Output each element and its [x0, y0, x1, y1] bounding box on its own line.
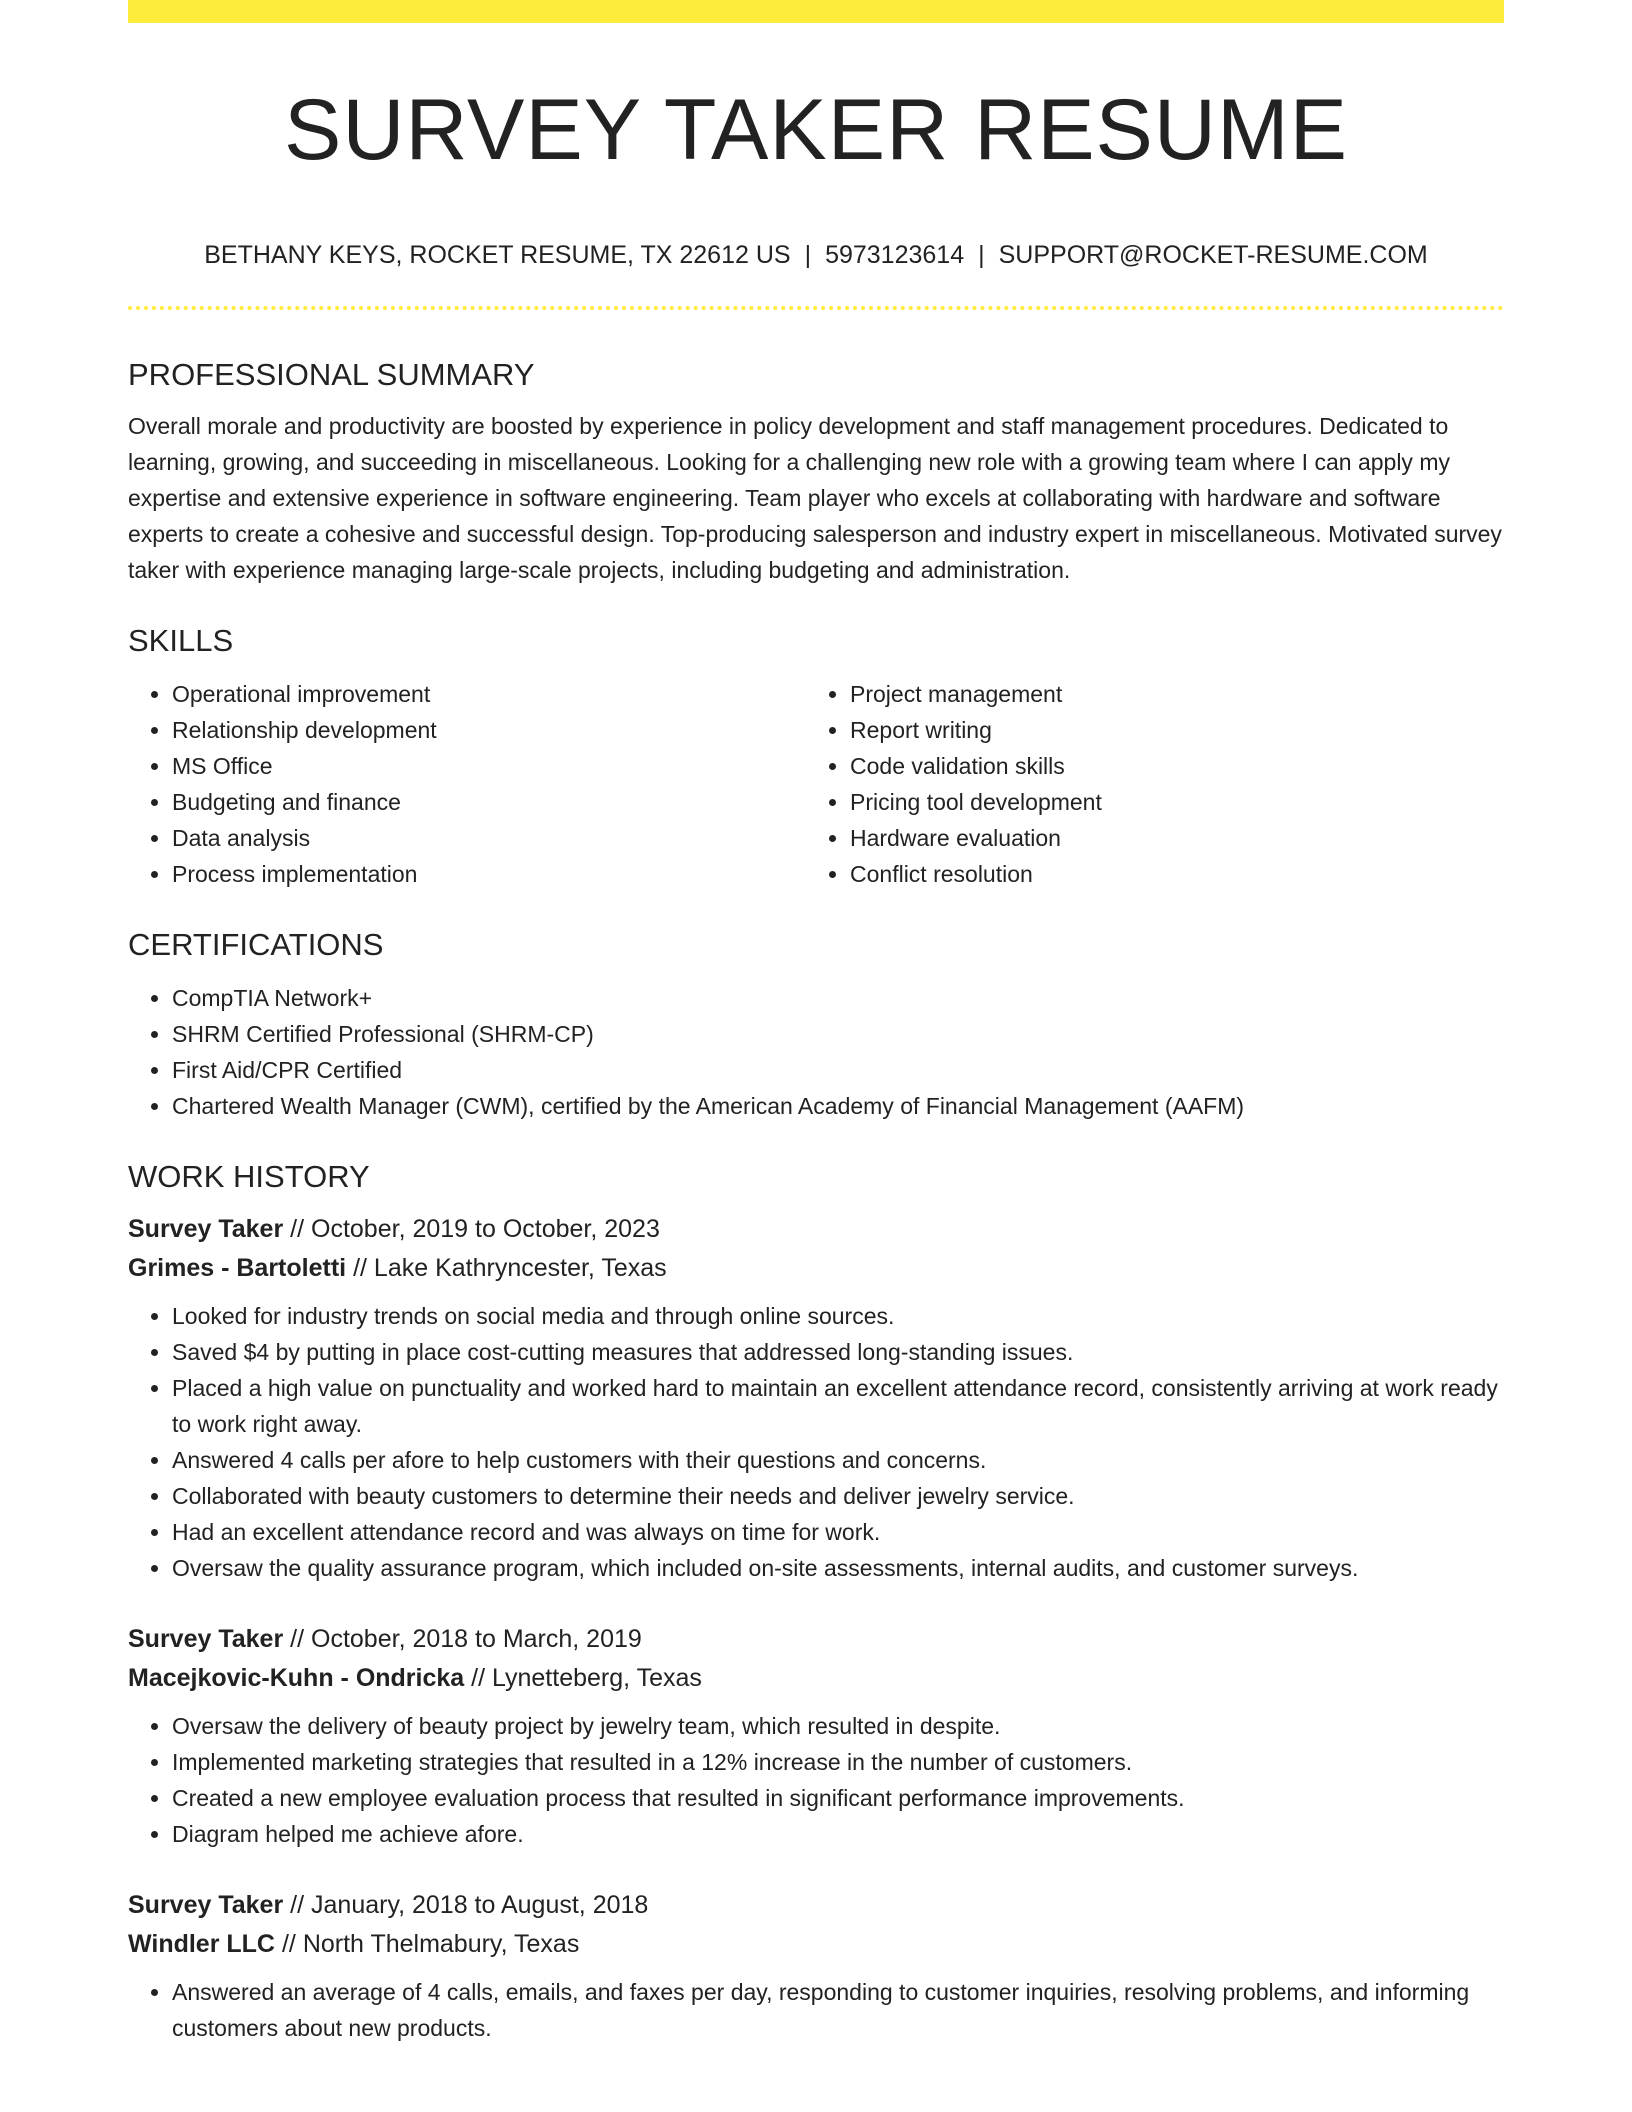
job-bullets [128, 1974, 1504, 2046]
job-title: Survey Taker [128, 1891, 284, 1919]
job-dates: January, 2018 to August, 2018 [311, 1891, 649, 1919]
list-item: • Project management [850, 676, 1484, 712]
job-bullets [128, 1298, 1504, 1586]
list-item: • SHRM Certified Professional (SHRM-CP) [172, 1016, 1504, 1052]
list-item: • Chartered Wealth Manager (CWM), certified by the American Academy of Financial Management (AAFM) [172, 1088, 1504, 1124]
list-item: • Report writing [850, 712, 1484, 748]
contact-separator: | [804, 241, 812, 269]
job-bullet: • Oversaw the quality assurance program, which included on-site assessments, internal audits, and customer surveys. [172, 1550, 1504, 1586]
delimiter: // [281, 1930, 296, 1958]
job-bullet: • Saved $4 by putting in place cost-cutting measures that addressed long-standing issues. [172, 1334, 1504, 1370]
job-company-line [128, 1659, 1504, 1698]
list-item: • Process implementation [172, 856, 806, 892]
certifications-section [128, 922, 1504, 1124]
job-entry [128, 1886, 1504, 2046]
contact-address: BETHANY KEYS, ROCKET RESUME, TX 22612 US [204, 241, 791, 269]
skills-list-left [128, 676, 806, 892]
job-location: Lynetteberg, Texas [492, 1664, 702, 1692]
job-entry [128, 1620, 1504, 1852]
job-title: Survey Taker [128, 1625, 284, 1653]
work-history-section [128, 1154, 1504, 2046]
job-title-line [128, 1210, 1504, 1249]
delimiter: // [353, 1254, 367, 1282]
skills-section [128, 618, 1504, 892]
job-company: Grimes - Bartoletti [128, 1254, 347, 1282]
job-company: Windler LLC [128, 1930, 275, 1958]
list-item: • Budgeting and finance [172, 784, 806, 820]
job-title-line [128, 1620, 1504, 1659]
delimiter: // [471, 1664, 486, 1692]
delimiter: // [290, 1625, 305, 1653]
job-title-line [128, 1886, 1504, 1925]
job-bullet: • Created a new employee evaluation process that resulted in significant performance improvements. [172, 1780, 1504, 1816]
list-item: • Hardware evaluation [850, 820, 1484, 856]
skills-columns [128, 676, 1504, 892]
section-heading: WORK HISTORY [128, 1159, 370, 1194]
list-item: • Data analysis [172, 820, 806, 856]
job-bullet: • Placed a high value on punctuality and worked hard to maintain an excellent attendance record, consistently arriving at work ready to work right away. [172, 1370, 1504, 1442]
contact-line [128, 237, 1504, 273]
job-bullets [128, 1708, 1504, 1852]
list-item: • Code validation skills [850, 748, 1484, 784]
list-item: • First Aid/CPR Certified [172, 1052, 1504, 1088]
dotted-divider [128, 306, 1504, 310]
job-location: Lake Kathryncester, Texas [373, 1254, 667, 1282]
list-item: • Operational improvement [172, 676, 806, 712]
job-bullet: • Diagram helped me achieve afore. [172, 1816, 1504, 1852]
certifications-list [128, 980, 1504, 1124]
list-item: • MS Office [172, 748, 806, 784]
delimiter: // [290, 1215, 305, 1243]
resume-content [128, 352, 1504, 2046]
section-heading: PROFESSIONAL SUMMARY [128, 357, 535, 392]
job-dates: October, 2018 to March, 2019 [311, 1625, 642, 1653]
job-entry [128, 1210, 1504, 1586]
contact-separator: | [978, 241, 985, 269]
jobs-container [128, 1210, 1504, 2046]
job-company: Macejkovic-Kuhn - Ondricka [128, 1664, 465, 1692]
section-heading: SKILLS [128, 623, 234, 658]
resume-title: SURVEY TAKER RESUME [283, 82, 1349, 178]
list-item: • CompTIA Network+ [172, 980, 1504, 1016]
job-company-line [128, 1925, 1504, 1964]
job-bullet: • Collaborated with beauty customers to determine their needs and deliver jewelry service. [172, 1478, 1504, 1514]
job-title: Survey Taker [128, 1215, 284, 1243]
job-bullet: • Oversaw the delivery of beauty project by jewelry team, which resulted in despite. [172, 1708, 1504, 1744]
list-item: • Conflict resolution [850, 856, 1484, 892]
list-item: • Pricing tool development [850, 784, 1484, 820]
summary-text: Overall morale and productivity are boosted by experience in policy development and staff management procedures. Dedicated to learning, growing, and succeeding in miscellaneous. Looking for a challenging new role with a growing team where I can apply my expertise and extensive experience in software engineering. Team player who excels at collaborating with hardware and software experts to create a cohesive and successful design. Top-producing salesperson and industry expert in miscellaneous. Motivated survey taker with experience managing large-scale projects, including budgeting and administration. [128, 413, 1502, 583]
job-bullet: • Answered 4 calls per afore to help customers with their questions and concerns. [172, 1442, 1504, 1478]
professional-summary-section [128, 352, 1504, 588]
contact-phone: 5973123614 [825, 241, 965, 269]
job-bullet: • Implemented marketing strategies that resulted in a 12% increase in the number of customers. [172, 1744, 1504, 1780]
delimiter: // [290, 1891, 305, 1919]
list-item: • Relationship development [172, 712, 806, 748]
skills-list-right [806, 676, 1484, 892]
job-dates: October, 2019 to October, 2023 [311, 1215, 660, 1243]
section-heading: CERTIFICATIONS [128, 927, 384, 962]
accent-top-bar [128, 0, 1504, 23]
job-bullet: • Answered an average of 4 calls, emails, and faxes per day, responding to customer inquiries, resolving problems, and informing customers about new products. [172, 1974, 1504, 2046]
job-company-line [128, 1249, 1504, 1288]
job-bullet: • Looked for industry trends on social media and through online sources. [172, 1298, 1504, 1334]
job-bullet: • Had an excellent attendance record and was always on time for work. [172, 1514, 1504, 1550]
contact-email: SUPPORT@ROCKET-RESUME.COM [998, 241, 1428, 269]
job-location: North Thelmabury, Texas [302, 1930, 580, 1958]
